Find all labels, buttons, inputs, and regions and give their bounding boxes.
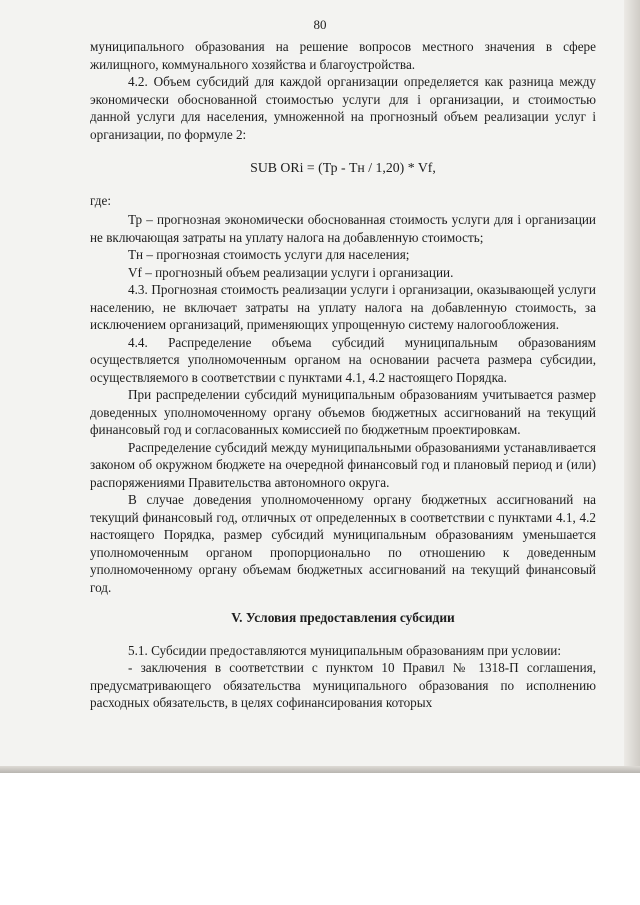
paragraph-4-4: 4.4. Распределение объема субсидий муниципальным образованиям осуществляется уполномоченным органом на основании расчета размера субсидии, осуществляемого в соответствии с пунктами 4.1, 4.2 настоящего Порядка. [90,334,596,385]
scan-edge-bottom [0,766,640,773]
paragraph-condition-agreement: - заключения в соответствии с пунктом 10 Правил № 1318-П соглашения, предусматривающего обязательства муниципального образования по исполнению расходных обязательств, в целях софинансирования которых [90,660,596,710]
page-number: 80 [313,17,327,32]
paragraph-5-1: 5.1. Субсидии предоставляются муниципальным образованиям при условии: [128,642,562,658]
document-body [90,38,596,712]
definition-tr: Тр – прогнозная экономически обоснованная стоимость услуги для i организации не включающая затраты на уплату налога на добавленную стоимость; [90,212,596,245]
paragraph-reduction: В случае доведения уполномоченному органу бюджетных ассигнований на текущий финансовый год, отличных от определенных в соответствии с пунктами 4.1, 4.2 настоящего Порядка, размер субсидий муниципальным образованиям уменьшается уполномоченным органом пропорционально по отношению к доведенным уполномоченному органу объемам бюджетных ассигнований на текущий финансовый год. [90,492,596,595]
formula-where: где: [90,192,111,208]
definition-tn: Тн – прогнозная стоимость услуги для населения; [128,247,410,262]
scan-edge-right [624,0,640,773]
paragraph-continuation: муниципального образования на решение вопросов местного значения в сфере жилищного, коммунального хозяйства и благоустройства. [90,39,596,72]
paragraph-4-3: 4.3. Прогнозная стоимость реализации услуги i организации, оказывающей услуги населению, не включает затраты на уплату налога на добавленную стоимость, за исключением организаций, применяющих упрощенную систему налогообложения. [90,282,596,332]
formula-2: SUB ORi = (Тр - Тн / 1,20) * Vf, [250,160,436,175]
paragraph-distribution-law: Распределение субсидий между муниципальными образованиями устанавливается законом об окружном бюджете на очередной финансовый год и плановый период и (или) распоряжениями Правительства автономного округа. [90,439,596,490]
section-title-v: V. Условия предоставления субсидии [231,610,455,625]
paragraph-distribution-budget: При распределении субсидий муниципальным образованиям учитывается размер доведенных уполномоченному органу объемов бюджетных ассигнований на текущий финансовый год и согласованных комиссией по бюджетным проектировкам. [90,387,596,437]
paragraph-4-2: 4.2. Объем субсидий для каждой организации определяется как разница между экономически обоснованной стоимостью услуги для i организации, и стоимостью данной услуги для населения, умноженной на прогнозный объем реализации услуг i организации, по формуле 2: [90,74,596,142]
definition-vf: Vf – прогнозный объем реализации услуги i организации. [128,264,454,280]
